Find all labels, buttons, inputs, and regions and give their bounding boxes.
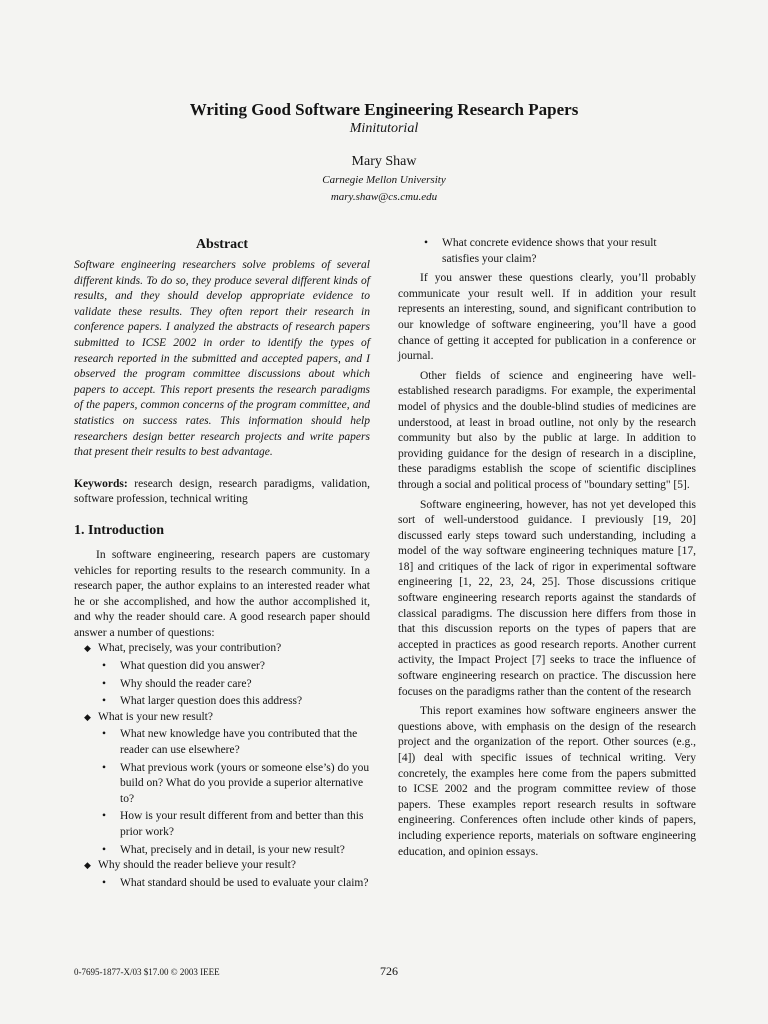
copyright-notice: 0-7695-1877-X/03 $17.00 © 2003 IEEE	[74, 967, 220, 977]
body-paragraph: If you answer these questions clearly, you’ll probably communicate your result well. If in addition your result represents an interesting, sound, and significant contribution to our knowledge of software engineering, you’ll have a good chance of getting it accepted for publication in a conference or journal.	[398, 272, 696, 363]
bullet-icon: •	[102, 728, 107, 741]
author-affiliation: Carnegie Mellon University	[322, 174, 446, 186]
bullet-icon: •	[102, 810, 107, 823]
question-list	[74, 641, 370, 891]
question-item	[74, 641, 370, 657]
sub-question-text: What new knowledge have you contributed that the reader can use elsewhere?	[120, 728, 358, 757]
sub-question-item	[74, 659, 370, 675]
question-text: What is your new result?	[98, 710, 213, 723]
sub-question-text: Why should the reader care?	[120, 677, 252, 690]
bullet-icon: •	[102, 761, 107, 774]
paper-header	[0, 100, 768, 204]
question-text: Why should the reader believe your result?	[98, 859, 296, 872]
sub-question-item	[398, 236, 696, 267]
sub-question-item	[74, 876, 370, 892]
question-item	[74, 710, 370, 726]
diamond-bullet-icon: ◆	[84, 711, 91, 722]
body-paragraph: Software engineering, however, has not yet developed this sort of well-understood guidance. I previously [19, 20] discussed early steps toward such understanding, including a model of the way software engineering techniques mature [17, 18] and critiques of the lack of rigor in experimental software engineering [1, 22, 23, 24, 25]. Those discussions critique software engineering research reports against the standards of classical paradigms. The discussion here differs from those in that this discussion reports on the types of papers that are accepted in practices as good research reports. Another current activity, the Impact Project [7] seeks to trace the influence of software engineering research on practice. The discussion here focuses on the paradigms rather than the content of the research	[398, 498, 696, 698]
abstract-text: Software engineering researchers solve problems of several different kinds. To do so, they produce several different kinds of results, and they should develop appropriate evidence to validate these results. They often report their research in conference papers. I analyzed the abstracts of research papers submitted to ICSE 2002 in order to identify the types of research reported in the submitted and accepted papers, and I observed the program committee discussions about which papers to accept. This report presents the research paradigms of the papers, common concerns of the program committee, and statistics on success rates. This information should help researchers design better research projects and write papers that present their results to best advantage.	[74, 259, 370, 459]
author-email: mary.shaw@cs.cmu.edu	[330, 191, 438, 203]
sub-question-item	[74, 761, 370, 808]
sub-question-text: What question did you answer?	[120, 660, 265, 673]
diamond-bullet-icon: ◆	[84, 860, 91, 871]
sub-question-item	[74, 843, 370, 859]
sub-question-item	[74, 694, 370, 710]
paper-title: Writing Good Software Engineering Research Papers	[189, 100, 579, 119]
bullet-icon: •	[424, 237, 429, 249]
sub-question-item	[74, 727, 370, 758]
body-paragraph: Other fields of science and engineering have well-established research paradigms. For example, the experimental model of physics and the double-blind studies of medicines are understood, at least in broad outline, not only by the research community but also by the public at large. In addition to providing guidance for the design of research in a discipline, these paradigms establish the scope of scientific disciplines through a social and political process of "boundary setting" [5].	[398, 369, 696, 491]
keywords-label: Keywords:	[74, 477, 128, 490]
section-heading-introduction: 1. Introduction	[74, 522, 164, 538]
intro-paragraph: In software engineering, research papers are customary vehicles for reporting results to the research community. In a research paper, the author explains to an interested reader what he or she accomplished, and how the author accomplished it, and why the reader should care. A good research paper should answer a number of questions:	[74, 548, 370, 639]
bullet-icon: •	[102, 876, 107, 889]
sub-question-text: What standard should be used to evaluate your claim?	[120, 876, 369, 889]
sub-question-text: How is your result different from and better than this prior work?	[120, 810, 364, 838]
paper-subtitle: Minitutorial	[349, 121, 419, 136]
left-column	[74, 236, 370, 891]
bullet-icon: •	[102, 677, 107, 690]
sub-question-item	[74, 677, 370, 693]
question-item	[74, 858, 370, 874]
sub-question-text: What concrete evidence shows that your result satisfies your claim?	[442, 237, 657, 265]
sub-question-text: What larger question does this address?	[120, 695, 303, 708]
sub-question-text: What previous work (yours or someone else’s) do you build on? What do you provide a superior alternative to?	[120, 761, 370, 805]
bullet-icon: •	[102, 695, 107, 708]
sub-question-text: What, precisely and in detail, is your new result?	[120, 843, 345, 856]
author-name: Mary Shaw	[351, 154, 417, 169]
right-column	[398, 236, 696, 860]
diamond-bullet-icon: ◆	[84, 643, 91, 654]
keywords	[74, 477, 370, 508]
keywords-text: research design, research paradigms, validation, software profession, technical writing	[74, 477, 370, 506]
bullet-icon: •	[102, 660, 107, 673]
sub-question-item	[74, 809, 370, 840]
question-text: What, precisely, was your contribution?	[98, 642, 282, 655]
bullet-icon: •	[102, 843, 107, 856]
body-paragraph: This report examines how software engineers answer the questions above, with emphasis on the design of the research project and the organization of the report. Other sources (e.g., [4]) deal with specific issues of technical writing. Very concretely, the examples here come from the papers submitted to ICSE 2002 and the program committee review of those papers. These examples report research results in software engineering. Conferences often include other kinds of papers, including experience reports, materials on software engineering education, and opinion essays.	[398, 705, 696, 858]
abstract-heading: Abstract	[195, 237, 249, 252]
page-number: 726	[380, 964, 398, 978]
